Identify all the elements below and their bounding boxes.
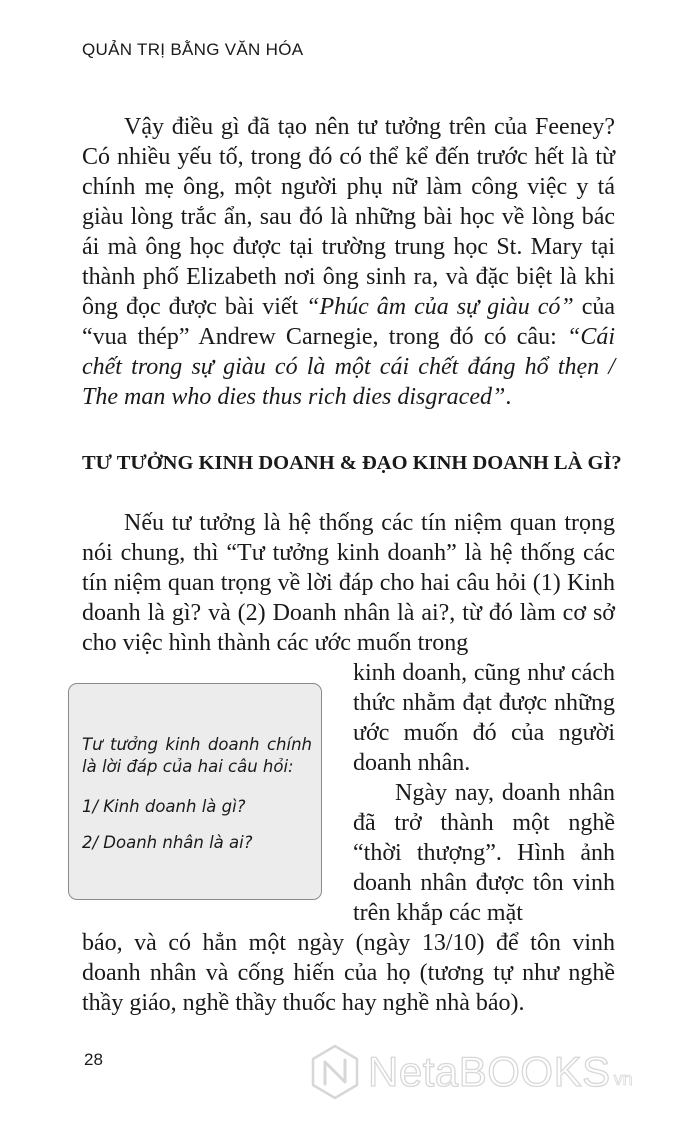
section-heading: TƯ TƯỞNG KINH DOANH & ĐẠO KINH DOANH LÀ GÌ? — [82, 452, 622, 474]
watermark-brand: NetaBOOKS — [368, 1048, 611, 1095]
body-paragraph-today-continued: báo, và có hẳn một ngày (ngày 13/10) để tôn vinh doanh nhân và cống hiến của họ (tương tự như nghề thầy giáo, nghề thầy thuốc hay nghề nhà báo). — [82, 930, 615, 1016]
callout-box — [68, 683, 322, 900]
netabooks-watermark — [310, 1042, 690, 1102]
paragraph-text: của “vua thép” Andrew Carnegie, trong đó có câu: — [82, 294, 616, 350]
callout-content — [82, 734, 312, 854]
callout-lead: Tư tưởng kinh doanh chính là lời đáp của hai câu hỏi: — [82, 735, 312, 776]
paragraph-text: . — [505, 384, 512, 410]
callout-question-2: 2/ Doanh nhân là ai? — [82, 833, 253, 852]
body-paragraph-definition-continued: kinh doanh, cũng như cách thức nhằm đạt được những ước muốn đó của người doanh nhân. — [353, 660, 615, 776]
paragraph-text: Vậy điều gì đã tạo nên tư tưởng trên của Feeney? Có nhiều yếu tố, trong đó có thể kể đến trước hết là từ chính mẹ ông, một người phụ nữ làm công việc y tá giàu lòng trắc ẩn, sau đó là những bài học về lòng bác ái mà ông học được tại trường trung học St. Mary tại thành phố Elizabeth nơi ông sinh ra, và đặc biệt là khi ông đọc được bài viết — [82, 114, 615, 320]
watermark-suffix: vn — [613, 1068, 633, 1089]
netabooks-hexagon-logo-icon — [310, 1044, 360, 1100]
page-number: 28 — [84, 1050, 103, 1069]
body-paragraph-definition: Nếu tư tưởng là hệ thống các tín niệm quan trọng nói chung, thì “Tư tưởng kinh doanh” là hệ thống các tín niệm quan trọng về lời đáp cho hai câu hỏi (1) Kinh doanh là gì? và (2) Doanh nhân là ai?, từ đó làm cơ sở cho việc hình thành các ước muốn trong — [82, 510, 615, 656]
callout-question-1: 1/ Kinh doanh là gì? — [82, 797, 246, 816]
italic-quote: “Cái chết trong sự giàu có là một cái chết đáng hổ thẹn / The man who dies thus rich dies disgraced” — [82, 324, 615, 410]
italic-book-title: “Phúc âm của sự giàu có” — [306, 294, 574, 320]
body-paragraph-feeney — [82, 112, 615, 412]
running-head-title: QUẢN TRỊ BẰNG VĂN HÓA — [82, 40, 304, 59]
body-paragraph-today: Ngày nay, doanh nhân đã trở thành một nghề “thời thượng”. Hình ảnh doanh nhân được tôn vinh trên khắp các mặt — [353, 780, 615, 926]
